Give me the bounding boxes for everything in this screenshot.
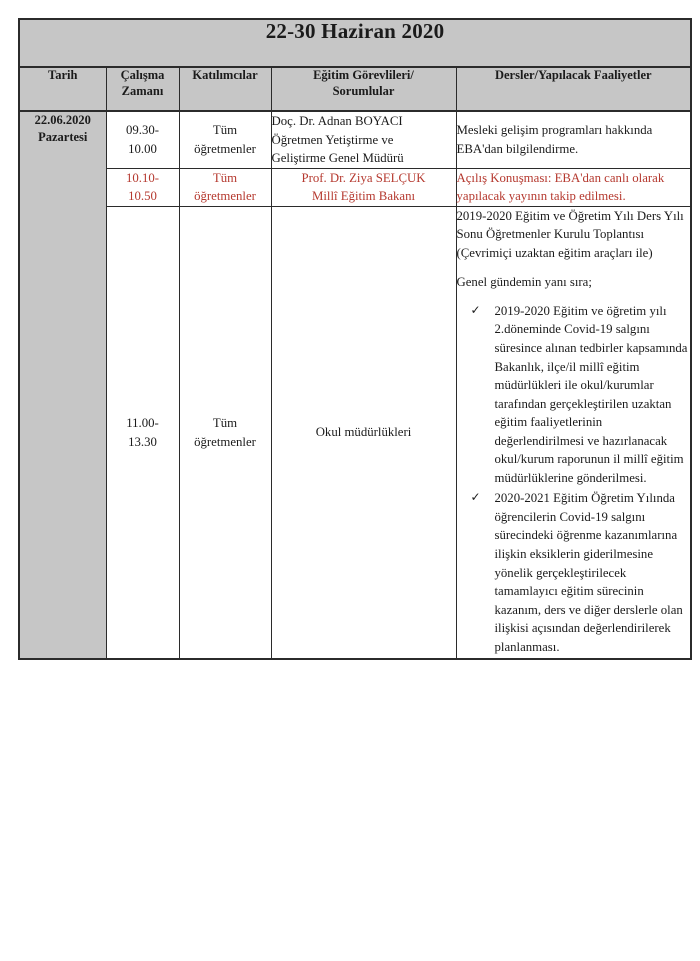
- column-header-instructors-line1: Eğitim Görevlileri/: [313, 68, 414, 82]
- time-start: 09.30-: [125, 123, 160, 138]
- time-start: 10.10-: [125, 170, 160, 185]
- list-item-text: 2020-2021 Eğitim Öğretim Yılında öğrencilerin Covid-19 salgını sürecindeki öğrenme kazanımlarına ilişkin eksiklerin giderilmesine yönelik gerçekleştirilecek tamamlayıcı eğitim sürecinin kazanım, ders ve diğer derslerle olan ilişkisi açısından değerlendirilerek planlanması.: [494, 491, 683, 654]
- participants-line1: Tüm: [212, 170, 238, 185]
- page-title: 22-30 Haziran 2020: [265, 19, 445, 43]
- time-end: 10.50: [128, 189, 157, 204]
- column-header-activities-label: Dersler/Yapılacak Faaliyetler: [494, 68, 652, 82]
- activities-paragraph: 2019-2020 Eğitim ve Öğretim Yılı Ders Yılı Sonu Öğretmenler Kurulu Toplantısı (Çevrimiçi uzaktan eğitim araçları ile): [456, 208, 684, 260]
- date-value: 22.06.2020: [34, 113, 91, 127]
- participants-line2: öğretmenler: [194, 434, 256, 449]
- column-header-row: [19, 67, 691, 111]
- instructors-cell: [271, 168, 456, 206]
- activities-cell: [456, 206, 691, 659]
- check-icon: ✓: [470, 302, 481, 317]
- date-cell: [19, 111, 106, 659]
- instructor-title-line2: Geliştirme Genel Müdürü: [271, 151, 404, 166]
- table-row: [19, 111, 691, 168]
- column-header-time: [106, 67, 179, 111]
- participants-line2: öğretmenler: [194, 189, 256, 204]
- activities-text: Mesleki gelişim programları hakkında EBA'dan bilgilendirme.: [456, 123, 653, 156]
- date-weekday: Pazartesi: [38, 129, 88, 144]
- column-header-instructors-line2: Sorumlular: [332, 83, 395, 98]
- column-header-date-label: Tarih: [48, 68, 78, 82]
- document-title-cell: [19, 19, 691, 67]
- time-cell: [106, 111, 179, 168]
- instructor-name: Prof. Dr. Ziya SELÇUK: [301, 170, 426, 185]
- participants-line1: Tüm: [212, 415, 238, 430]
- column-header-time-line1: Çalışma: [120, 68, 165, 82]
- participants-cell: [179, 168, 271, 206]
- instructor-name: Okul müdürlükleri: [315, 425, 412, 440]
- list-item-text: 2019-2020 Eğitim ve öğretim yılı 2.döneminde Covid-19 salgını süresince alınan tedbirler kapsamında Bakanlık, ilçe/il millî eğitim müdürlükleri ile okul/kurumlar tarafından gerçekleştirilen uzaktan eğitim faaliyetlerinin değerlendirilmesi ve hazırlanacak okul/kurum raporunun il millî eğitim müdürlüklerine gönderilmesi.: [494, 303, 688, 485]
- time-cell: [106, 206, 179, 659]
- time-start: 11.00-: [126, 415, 159, 430]
- instructors-cell: [271, 111, 456, 168]
- activities-paragraph: Genel gündemin yanı sıra;: [456, 275, 592, 290]
- column-header-activities: [456, 67, 691, 111]
- instructor-title-line1: Millî Eğitim Bakanı: [311, 189, 416, 204]
- participants-cell: [179, 206, 271, 659]
- instructor-name: Doç. Dr. Adnan BOYACI: [271, 114, 403, 128]
- column-header-participants: [179, 67, 271, 111]
- table-row: [19, 168, 691, 206]
- participants-line1: Tüm: [212, 123, 238, 138]
- participants-line2: öğretmenler: [194, 141, 256, 156]
- column-header-date: [19, 67, 106, 111]
- participants-cell: [179, 111, 271, 168]
- check-icon: ✓: [470, 490, 481, 505]
- time-end: 10.00: [128, 141, 157, 156]
- list-item: [457, 489, 691, 656]
- column-header-participants-label: Katılımcılar: [192, 68, 258, 82]
- instructor-title-line1: Öğretmen Yetiştirme ve: [271, 132, 394, 147]
- schedule-table: [18, 18, 692, 660]
- activities-cell: [456, 111, 691, 168]
- time-end: 13.30: [128, 434, 157, 449]
- column-header-instructors: [271, 67, 456, 111]
- activities-bullet-list: [457, 302, 691, 656]
- column-header-time-line2: Zamanı: [121, 83, 164, 98]
- title-row: [19, 19, 691, 67]
- activities-cell: [456, 168, 691, 206]
- activities-text: Açılış Konuşması: EBA'dan canlı olarak yapılacak yayının takip edilmesi.: [456, 170, 665, 204]
- instructors-cell: [271, 206, 456, 659]
- time-cell: [106, 168, 179, 206]
- list-item: [457, 302, 691, 487]
- table-row: [19, 206, 691, 659]
